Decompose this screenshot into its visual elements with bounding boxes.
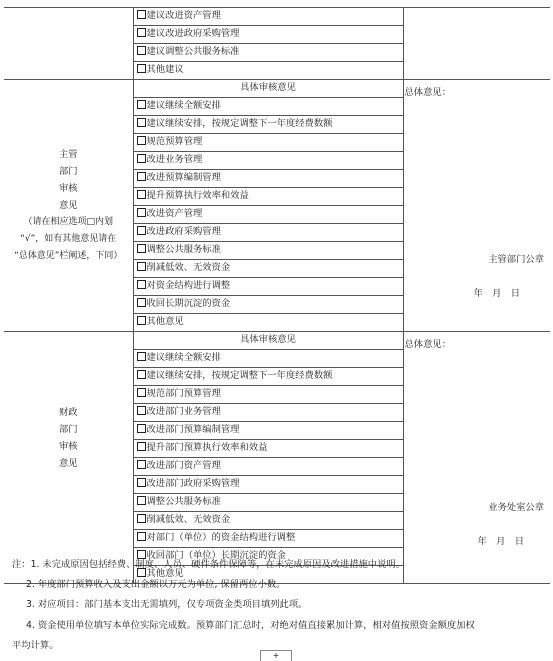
supervisor-option-label: 建议继续全额安排 bbox=[146, 100, 221, 111]
finance-option-label: 改进部门资产管理 bbox=[146, 460, 221, 471]
supervisor-option[interactable] bbox=[134, 260, 403, 278]
supervisor-option-label: 提升预算执行效率和效益 bbox=[146, 190, 249, 201]
checkbox-icon[interactable] bbox=[137, 496, 146, 505]
finance-option-label: 建议继续安排，按规定调整下一年度经费数额 bbox=[146, 370, 333, 381]
footnotes bbox=[12, 555, 548, 656]
supervisor-option-label: 改进政府采购管理 bbox=[146, 226, 221, 237]
supervisor-seal: 主管部门公章 bbox=[488, 254, 544, 265]
finance-label-line: 意见 bbox=[58, 457, 78, 469]
supervisor-option[interactable] bbox=[134, 170, 403, 188]
checkbox-icon[interactable] bbox=[137, 442, 146, 451]
finance-option[interactable] bbox=[134, 422, 403, 440]
supervisor-option[interactable] bbox=[134, 206, 403, 224]
top-right-cell bbox=[403, 8, 550, 80]
checkbox-icon[interactable] bbox=[137, 10, 146, 19]
checkbox-icon[interactable] bbox=[137, 154, 146, 163]
top-option-label: 建议调整公共服务标准 bbox=[146, 46, 240, 57]
supervisor-option-label: 调整公共服务标准 bbox=[146, 244, 221, 255]
supervisor-label-line: 部门 bbox=[58, 166, 78, 177]
finance-seal: 业务处室公章 bbox=[488, 502, 544, 513]
footnote-line: 注：1. 未完成原因包括经费、制度、人员、硬件条件保障等，在未完成原因及改进措施中说明。 bbox=[12, 559, 405, 570]
supervisor-option-label: 建议继续安排，按规定调整下一年度经费数额 bbox=[146, 118, 333, 129]
supervisor-label-line: 审核 bbox=[58, 183, 78, 194]
supervisor-option[interactable] bbox=[134, 116, 403, 134]
top-options-cell bbox=[133, 8, 403, 80]
footnote-line: 4. 资金使用单位填写本单位实际完成数。预算部门汇总时，对绝对值直接累加计算，相对值按照资金额度加权 bbox=[26, 619, 475, 631]
top-option-label: 其他建议 bbox=[146, 64, 184, 75]
checkbox-icon[interactable] bbox=[137, 190, 146, 199]
finance-label-cell bbox=[4, 332, 133, 584]
supervisor-option-label: 对资金结构进行调整 bbox=[146, 280, 231, 291]
top-option[interactable] bbox=[134, 44, 403, 62]
top-options-list bbox=[134, 8, 403, 79]
finance-label-line: 审核 bbox=[58, 440, 78, 452]
finance-overall-cell[interactable] bbox=[403, 332, 550, 584]
finance-options-cell bbox=[133, 332, 403, 584]
checkbox-icon[interactable] bbox=[137, 226, 146, 235]
top-option[interactable] bbox=[134, 62, 403, 79]
finance-option-label: 提升部门预算执行效率和效益 bbox=[146, 442, 268, 453]
finance-option-label: 规范部门预算管理 bbox=[146, 388, 221, 399]
finance-option[interactable] bbox=[134, 440, 403, 458]
finance-label-line: 部门 bbox=[58, 423, 78, 435]
finance-option-label: 削减低效、无效资金 bbox=[146, 514, 231, 525]
checkbox-icon[interactable] bbox=[137, 46, 146, 55]
checkbox-icon[interactable] bbox=[137, 370, 146, 379]
footnote-line: 平均计算。 bbox=[12, 639, 59, 651]
supervisor-option[interactable] bbox=[134, 314, 403, 331]
finance-option[interactable] bbox=[134, 350, 403, 368]
finance-date: 年 月 日 bbox=[477, 536, 524, 547]
review-opinion-table bbox=[4, 7, 550, 584]
supervisor-option[interactable] bbox=[134, 278, 403, 296]
supervisor-option[interactable] bbox=[134, 242, 403, 260]
checkbox-icon[interactable] bbox=[137, 532, 146, 541]
finance-option[interactable] bbox=[134, 458, 403, 476]
finance-option-label: 改进部门业务管理 bbox=[146, 406, 221, 417]
checkbox-icon[interactable] bbox=[137, 478, 146, 487]
finance-option[interactable] bbox=[134, 494, 403, 512]
top-section-row bbox=[4, 8, 550, 80]
finance-overall-label: 总体意见： bbox=[404, 339, 451, 350]
supervisor-label-line: 主管 bbox=[58, 149, 78, 160]
supervisor-note-line: （请在相应选项□内划 bbox=[23, 217, 113, 227]
checkbox-icon[interactable] bbox=[137, 28, 146, 37]
checkbox-icon[interactable] bbox=[137, 298, 146, 307]
supervisor-option[interactable] bbox=[134, 224, 403, 242]
finance-options-list bbox=[134, 350, 403, 583]
checkbox-icon[interactable] bbox=[137, 460, 146, 469]
supervisor-label-line: 意见 bbox=[58, 200, 78, 211]
footnote-line: 3. 对应项目：部门基本支出无需填列，仅专项资金类项目填列此项。 bbox=[26, 599, 308, 611]
supervisor-options-list bbox=[134, 98, 403, 331]
finance-option-label: 建议继续全额安排 bbox=[146, 352, 221, 363]
finance-option-label: 调整公共服务标准 bbox=[146, 496, 221, 507]
finance-section-row bbox=[4, 332, 550, 584]
checkbox-icon[interactable] bbox=[137, 100, 146, 109]
top-label-cell bbox=[4, 8, 133, 80]
checkbox-icon[interactable] bbox=[137, 244, 146, 253]
supervisor-overall-cell[interactable] bbox=[403, 80, 550, 332]
add-sheet-tab[interactable]: + bbox=[260, 650, 292, 661]
finance-option-label: 其他意见 bbox=[146, 568, 184, 579]
finance-option[interactable] bbox=[134, 530, 403, 548]
finance-label-line: 财政 bbox=[58, 406, 78, 418]
supervisor-option-label: 改进资产管理 bbox=[146, 208, 203, 219]
supervisor-option-label: 规范预算管理 bbox=[146, 136, 203, 147]
checkbox-icon[interactable] bbox=[137, 352, 146, 361]
checkbox-icon[interactable] bbox=[137, 64, 146, 73]
supervisor-option[interactable] bbox=[134, 296, 403, 314]
finance-option[interactable] bbox=[134, 368, 403, 386]
finance-option[interactable] bbox=[134, 404, 403, 422]
finance-options-header: 具体审核意见 bbox=[134, 332, 403, 350]
supervisor-label-cell bbox=[4, 80, 133, 332]
supervisor-option-label: 其他意见 bbox=[146, 316, 184, 327]
top-option-label: 建议改进政府采购管理 bbox=[146, 28, 240, 39]
supervisor-option-label: 改进预算编制管理 bbox=[146, 172, 221, 183]
checkbox-icon[interactable] bbox=[137, 118, 146, 127]
checkbox-icon[interactable] bbox=[137, 172, 146, 181]
supervisor-options-cell bbox=[133, 80, 403, 332]
checkbox-icon[interactable] bbox=[137, 316, 146, 325]
supervisor-section-row bbox=[4, 80, 550, 332]
supervisor-note-line: “√”，如有其他意见请在 bbox=[20, 234, 117, 244]
checkbox-icon[interactable] bbox=[137, 136, 146, 145]
finance-option-label: 收回部门（单位）长期沉淀的资金 bbox=[146, 550, 286, 561]
supervisor-overall-label: 总体意见： bbox=[404, 87, 451, 98]
supervisor-option[interactable] bbox=[134, 152, 403, 170]
finance-option[interactable] bbox=[134, 386, 403, 404]
finance-option[interactable] bbox=[134, 512, 403, 530]
supervisor-option[interactable] bbox=[134, 134, 403, 152]
supervisor-option-label: 收回长期沉淀的资金 bbox=[146, 298, 231, 309]
checkbox-icon[interactable] bbox=[137, 406, 146, 415]
top-option-label: 建议改进资产管理 bbox=[146, 10, 221, 21]
checkbox-icon[interactable] bbox=[137, 388, 146, 397]
supervisor-option[interactable] bbox=[134, 188, 403, 206]
top-option[interactable] bbox=[134, 8, 403, 26]
supervisor-date: 年 月 日 bbox=[473, 288, 520, 299]
finance-option[interactable] bbox=[134, 476, 403, 494]
supervisor-option-label: 改进业务管理 bbox=[146, 154, 203, 165]
finance-option-label: 改进部门政府采购管理 bbox=[146, 478, 240, 489]
finance-option-label: 改进部门预算编制管理 bbox=[146, 424, 240, 435]
supervisor-option-label: 削减低效、无效资金 bbox=[146, 262, 231, 273]
supervisor-note-line: “总体意见”栏阐述，下同） bbox=[14, 251, 123, 261]
checkbox-icon[interactable] bbox=[137, 208, 146, 217]
checkbox-icon[interactable] bbox=[137, 280, 146, 289]
checkbox-icon[interactable] bbox=[137, 514, 146, 523]
checkbox-icon[interactable] bbox=[137, 262, 146, 271]
footnote-line: 2. 年度部门预算收入及支出金额以万元为单位, 保留两位小数。 bbox=[26, 579, 286, 591]
top-option[interactable] bbox=[134, 26, 403, 44]
checkbox-icon[interactable] bbox=[137, 424, 146, 433]
supervisor-options-header: 具体审核意见 bbox=[134, 80, 403, 98]
supervisor-option[interactable] bbox=[134, 98, 403, 116]
finance-option-label: 对部门（单位）的资金结构进行调整 bbox=[146, 532, 296, 543]
